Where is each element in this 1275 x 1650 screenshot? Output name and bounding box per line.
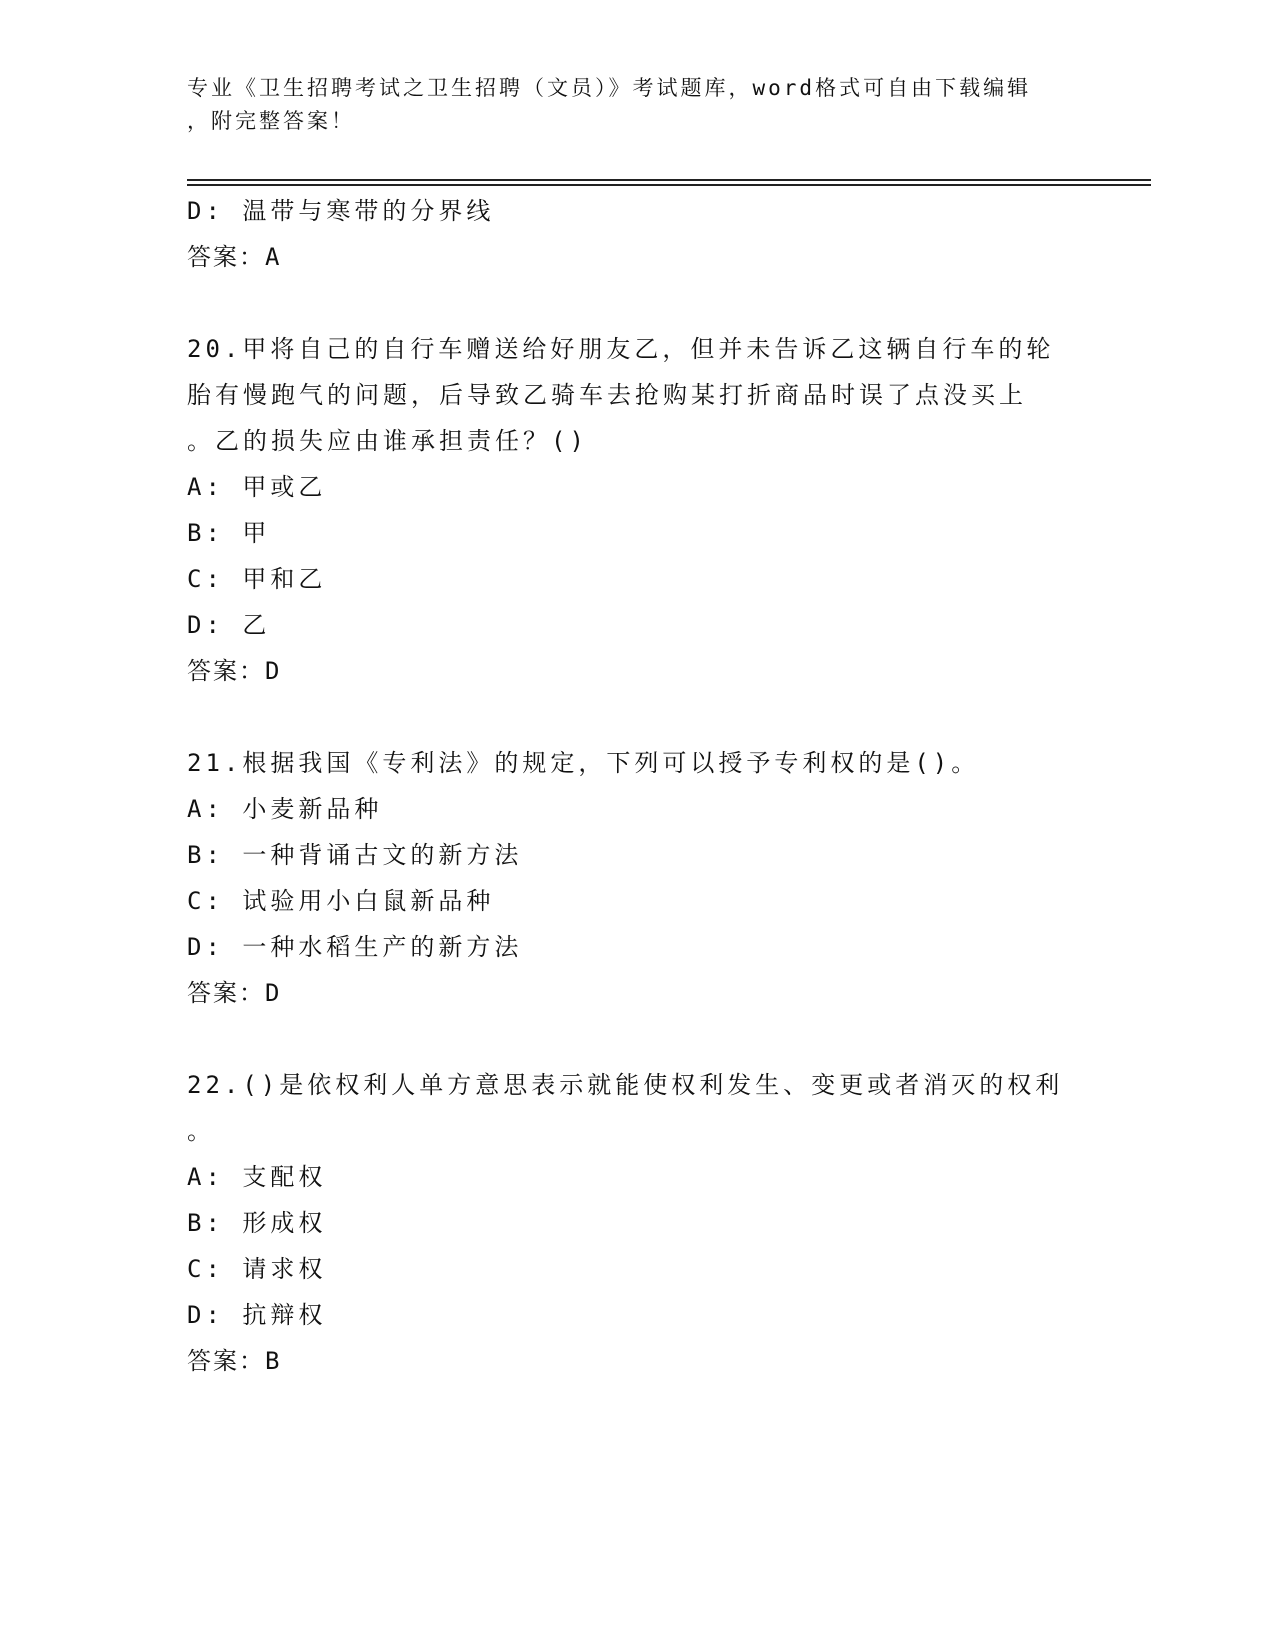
question-stem-line: 。 [187, 1117, 215, 1145]
header-line-2: ，附完整答案！ [187, 109, 355, 133]
question-stem-line: 胎有慢跑气的问题，后导致乙骑车去抢购某打折商品时误了点没买上 [187, 381, 1027, 409]
option-c: C: 请求权 [187, 1255, 327, 1283]
option-c: C: 试验用小白鼠新品种 [187, 887, 495, 915]
option-d: D: 一种水稻生产的新方法 [187, 933, 523, 961]
document-header [187, 72, 1067, 138]
question-22 [187, 1062, 1087, 1384]
question-list [187, 188, 1087, 1384]
option-d: D: 抗辩权 [187, 1301, 327, 1329]
header-divider-bottom [187, 184, 1151, 186]
question-stem-line: 21.根据我国《专利法》的规定，下列可以授予专利权的是()。 [187, 749, 980, 777]
question-21 [187, 740, 1087, 1016]
option-b: B: 甲 [187, 519, 271, 547]
answer: 答案：D [187, 657, 282, 685]
header-divider-top [187, 179, 1151, 181]
question-stem-line: 20.甲将自己的自行车赠送给好朋友乙，但并未告诉乙这辆自行车的轮 [187, 335, 1055, 363]
option-c: C: 甲和乙 [187, 565, 327, 593]
option-b: B: 一种背诵古文的新方法 [187, 841, 523, 869]
prev-answer: 答案：A [187, 243, 282, 271]
spacer [187, 1016, 1087, 1062]
answer: 答案：B [187, 1347, 282, 1375]
answer: 答案：D [187, 979, 282, 1007]
prev-option-d: D: 温带与寒带的分界线 [187, 197, 495, 225]
option-d: D: 乙 [187, 611, 271, 639]
header-line-1: 专业《卫生招聘考试之卫生招聘（文员）》考试题库，word格式可自由下载编辑 [187, 76, 1032, 100]
option-a: A: 小麦新品种 [187, 795, 383, 823]
option-a: A: 支配权 [187, 1163, 327, 1191]
option-a: A: 甲或乙 [187, 473, 327, 501]
question-stem-line: 。乙的损失应由谁承担责任？() [187, 427, 588, 455]
question-stem-line: 22.()是依权利人单方意思表示就能使权利发生、变更或者消灭的权利 [187, 1071, 1064, 1099]
option-b: B: 形成权 [187, 1209, 327, 1237]
question-20 [187, 326, 1087, 694]
spacer [187, 280, 1087, 326]
spacer [187, 694, 1087, 740]
